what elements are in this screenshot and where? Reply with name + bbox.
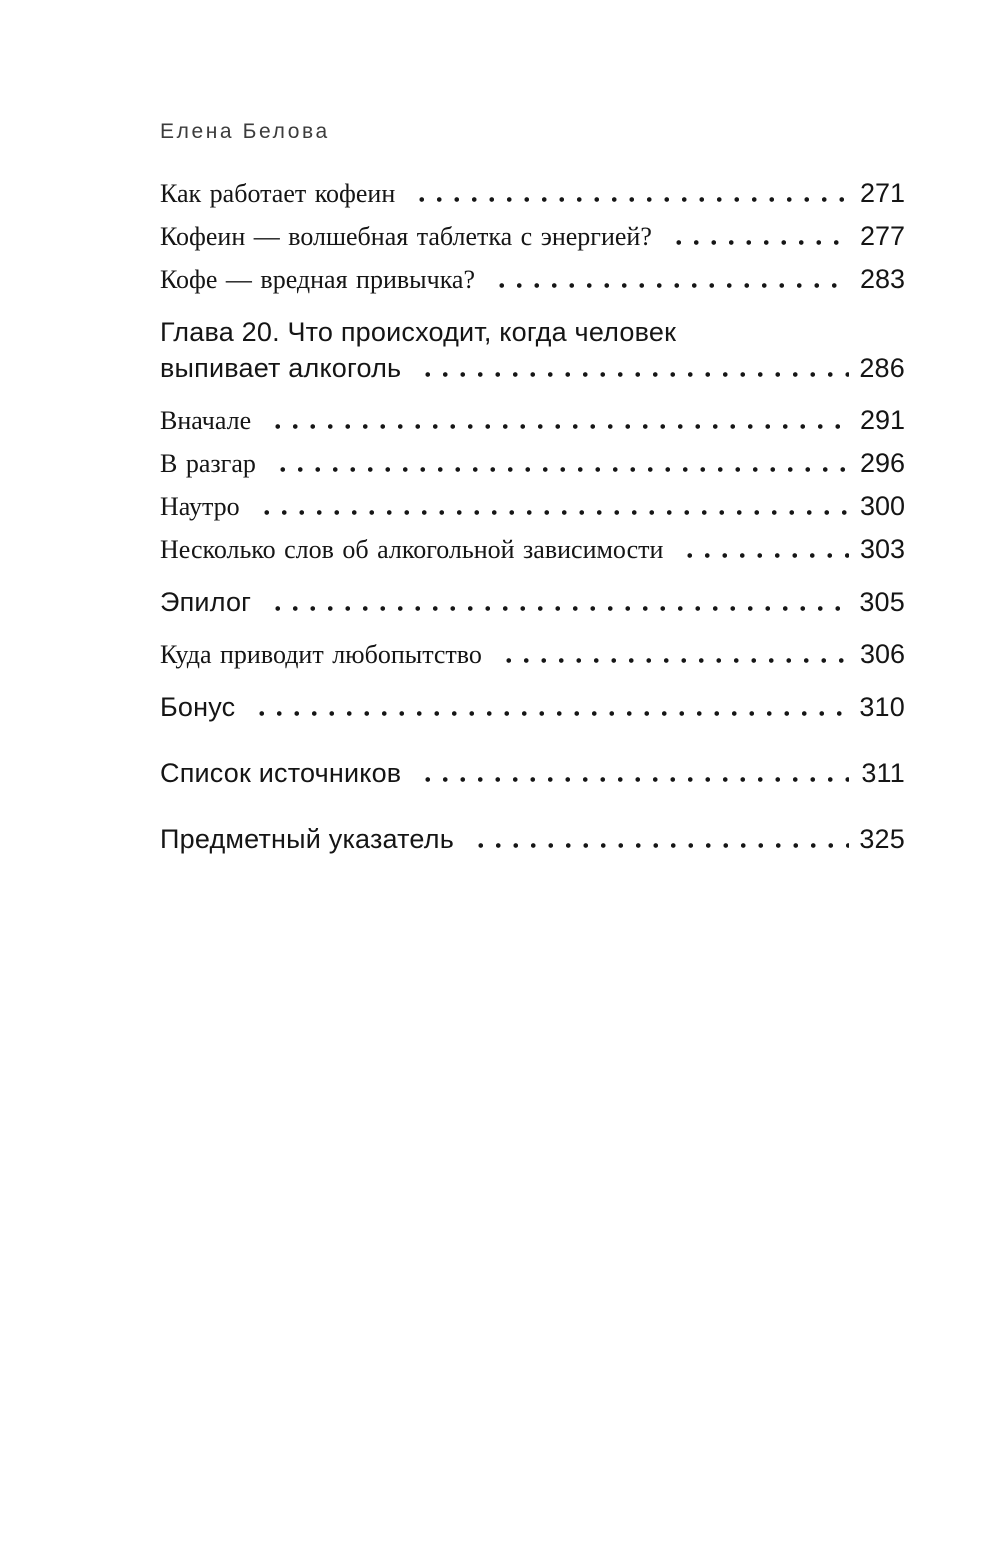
toc-entry [160, 485, 905, 528]
toc-entry [160, 633, 905, 676]
toc-section [160, 314, 905, 386]
toc-entry [160, 399, 905, 442]
toc-entry-label: Несколько слов об алкогольной зависимости [160, 535, 664, 564]
toc-entry-leader-row [160, 215, 905, 258]
dot-leader [466, 843, 849, 848]
toc-entry-label: Бонус [160, 692, 236, 722]
page-header-author: Елена Белова [160, 120, 330, 143]
toc-entry-page-number: 311 [861, 758, 905, 788]
toc-entry [160, 215, 905, 258]
toc-entry-leader-row [160, 442, 905, 485]
dot-leader [675, 553, 849, 558]
toc-entry-page-number: 310 [859, 692, 905, 722]
dot-leader [268, 467, 849, 472]
toc-section [160, 584, 905, 620]
toc-entry [160, 172, 905, 215]
toc-entry-page-number: 286 [859, 353, 905, 383]
dot-leader [247, 711, 849, 716]
toc-entry-leader-row [160, 755, 905, 791]
toc-entry-leader-row [160, 399, 905, 442]
toc-entry-page-number: 283 [859, 264, 905, 294]
toc-entry [160, 442, 905, 485]
toc-section [160, 755, 905, 791]
toc-entry-label: В разгар [160, 449, 256, 478]
toc-entry-leader-row [160, 350, 905, 386]
toc-entry [160, 258, 905, 301]
toc-entry-leader-row [160, 258, 905, 301]
dot-leader [263, 424, 849, 429]
toc-entry-label: Кофе — вредная привычка? [160, 265, 476, 294]
toc-entry-page-number: 306 [859, 639, 905, 669]
toc-entry-leader-row [160, 584, 905, 620]
dot-leader [407, 197, 849, 202]
toc-entry-leader-row [160, 633, 905, 676]
toc-entry-page-number: 300 [859, 491, 905, 521]
dot-leader [494, 658, 849, 663]
toc-entry-leader-row [160, 821, 905, 857]
toc-entry-label: Куда приводит любопытство [160, 640, 482, 669]
toc-entry-label: Как работает кофеин [160, 179, 396, 208]
table-of-contents [160, 172, 905, 857]
toc-entry-leader-row [160, 689, 905, 725]
toc-entry-page-number: 296 [859, 448, 905, 478]
toc-entry-leader-row [160, 528, 905, 571]
toc-entry [160, 584, 905, 620]
dot-leader [263, 606, 849, 611]
dot-leader [413, 372, 849, 377]
toc-entry-page-number: 325 [859, 824, 905, 854]
toc-entry-page-number: 271 [859, 178, 905, 208]
dot-leader [487, 283, 849, 288]
dot-leader [664, 240, 849, 245]
toc-section [160, 689, 905, 725]
dot-leader [413, 777, 849, 782]
toc-entry-page-number: 277 [859, 221, 905, 251]
toc-entry-label: Эпилог [160, 587, 252, 617]
toc-entry-page-number: 291 [859, 405, 905, 435]
toc-entry [160, 528, 905, 571]
toc-entry-leader-row [160, 485, 905, 528]
toc-entry-page-number: 303 [859, 534, 905, 564]
toc-section [160, 633, 905, 676]
toc-section [160, 399, 905, 571]
toc-section [160, 172, 905, 301]
toc-entry [160, 314, 905, 386]
toc-entry-leader-row [160, 172, 905, 215]
toc-entry-label: Кофеин — волшебная таблетка с энергией? [160, 222, 652, 251]
toc-section [160, 821, 905, 857]
toc-entry-label: Глава 20. Что происходит, когда человек [160, 317, 677, 347]
toc-entry [160, 755, 905, 791]
toc-entry-label: Предметный указатель [160, 824, 454, 854]
toc-entry-label: Наутро [160, 492, 240, 521]
toc-entry-label: Вначале [160, 406, 252, 435]
toc-entry-label: Список источников [160, 758, 402, 788]
toc-entry-label: выпивает алкоголь [160, 353, 402, 383]
toc-entry [160, 689, 905, 725]
toc-entry-page-number: 305 [859, 587, 905, 617]
dot-leader [252, 510, 849, 515]
toc-entry [160, 821, 905, 857]
